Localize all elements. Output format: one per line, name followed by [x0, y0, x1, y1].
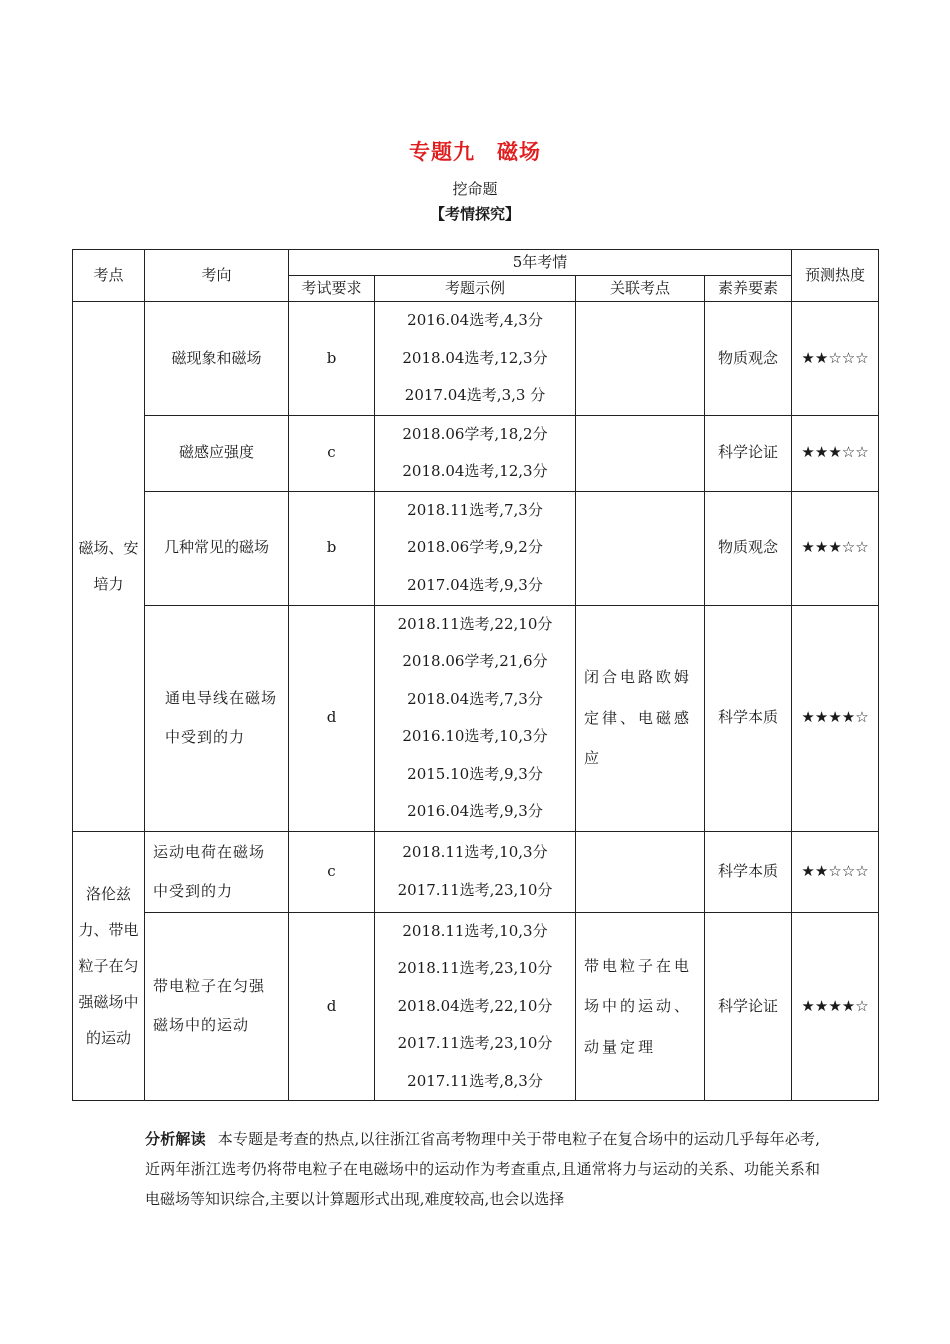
examples-cell	[375, 491, 576, 605]
requirement-cell: c	[289, 415, 375, 491]
heat-stars: ★★★★☆	[792, 912, 879, 1101]
table-row	[73, 912, 879, 1101]
literacy-cell: 科学论证	[705, 912, 792, 1101]
table-row	[73, 831, 879, 912]
example-item: 2018.06学考,18,2分	[402, 424, 548, 443]
heat-stars: ★★★☆☆	[792, 491, 879, 605]
requirement-cell: b	[289, 302, 375, 416]
analysis-paragraph	[145, 1124, 820, 1214]
literacy-cell: 科学本质	[705, 605, 792, 831]
example-item: 2018.04选考,12,3分	[402, 462, 548, 480]
heat-stars: ★★★☆☆	[792, 415, 879, 491]
example-item: 2017.04选考,9,3分	[407, 575, 543, 594]
requirement-cell: c	[289, 831, 375, 912]
heat-stars: ★★★★☆	[792, 605, 879, 831]
requirement-cell: b	[289, 491, 375, 605]
related-cell	[576, 831, 705, 912]
example-item: 2017.04选考,3,3 分	[404, 386, 546, 404]
literacy-cell: 物质观念	[705, 302, 792, 416]
heat-stars: ★★☆☆☆	[792, 831, 879, 912]
literacy-cell: 物质观念	[705, 491, 792, 605]
header-requirement: 考试要求	[289, 276, 375, 302]
header-related: 关联考点	[576, 276, 705, 302]
direction-cell: 几种常见的磁场	[145, 491, 289, 605]
direction-cell: 磁现象和磁场	[145, 302, 289, 416]
example-item: 2016.04选考,4,3分	[407, 311, 543, 329]
table-row	[73, 415, 879, 491]
header-literacy: 素养要素	[705, 276, 792, 302]
header-five-year: 5年考情	[289, 250, 792, 276]
header-point: 考点	[73, 250, 145, 302]
example-item: 2018.11选考,23,10分	[397, 959, 553, 977]
table-row	[73, 605, 879, 831]
example-item: 2017.11选考,8,3分	[407, 1071, 543, 1090]
exam-point-cell: 磁场、安培力	[73, 302, 145, 832]
literacy-cell: 科学本质	[705, 831, 792, 912]
examples-cell	[375, 605, 576, 831]
example-item: 2018.04选考,22,10分	[397, 996, 553, 1015]
page-title: 专题九 磁场	[409, 140, 541, 164]
direction-cell: 带电粒子在匀强磁场中的运动	[145, 912, 289, 1101]
exam-point-cell: 洛伦兹力、带电粒子在匀强磁场中的运动	[73, 831, 145, 1101]
examples-cell	[375, 415, 576, 491]
header-direction: 考向	[145, 250, 289, 302]
example-item: 2015.10选考,9,3分	[407, 764, 543, 783]
example-item: 2018.11选考,7,3分	[407, 500, 543, 519]
requirement-cell: d	[289, 912, 375, 1101]
direction-cell: 磁感应强度	[145, 415, 289, 491]
related-cell	[576, 491, 705, 605]
example-item: 2017.11选考,23,10分	[397, 1034, 553, 1052]
examples-cell	[375, 831, 576, 912]
example-item: 2018.11选考,10,3分	[402, 843, 548, 861]
example-item: 2017.11选考,23,10分	[397, 880, 553, 899]
related-cell: 带电粒子在电场中的运动、动量定理	[576, 912, 705, 1101]
examples-cell	[375, 302, 576, 416]
section-heading: 【考情探究】	[429, 205, 520, 223]
related-cell	[576, 415, 705, 491]
table-row	[73, 302, 879, 416]
direction-cell: 运动电荷在磁场中受到的力	[145, 831, 289, 912]
literacy-cell: 科学论证	[705, 415, 792, 491]
requirement-cell: d	[289, 605, 375, 831]
related-cell: 闭合电路欧姆定律、电磁感应	[576, 605, 705, 831]
example-item: 2018.11选考,22,10分	[397, 614, 553, 633]
example-item: 2018.11选考,10,3分	[402, 921, 548, 940]
subtitle: 挖命题	[452, 180, 498, 198]
header-examples: 考题示例	[375, 276, 576, 302]
analysis-label: 分析解读	[145, 1130, 206, 1148]
example-item: 2016.04选考,9,3分	[407, 802, 543, 820]
example-item: 2018.06学考,21,6分	[402, 652, 548, 670]
exam-analysis-table	[72, 249, 879, 1101]
table-row	[73, 491, 879, 605]
analysis-text: 本专题是考查的热点,以往浙江省高考物理中关于带电粒子在复合场中的运动几乎每年必考,近两年浙江选考仍将带电粒子在电磁场中的运动作为考查重点,且通常将力与运动的关系、功能关系和电磁场等知识综合,主要以计算题形式出现,难度较高,也会以选择	[145, 1130, 820, 1208]
example-item: 2016.10选考,10,3分	[402, 727, 548, 745]
examples-cell	[375, 912, 576, 1101]
related-cell	[576, 302, 705, 416]
header-heat: 预测热度	[792, 250, 879, 302]
example-item: 2018.06学考,9,2分	[407, 538, 543, 557]
heat-stars: ★★☆☆☆	[792, 302, 879, 416]
direction-cell: 通电导线在磁场中受到的力	[145, 605, 289, 831]
example-item: 2018.04选考,12,3分	[402, 348, 548, 367]
example-item: 2018.04选考,7,3分	[407, 689, 543, 708]
